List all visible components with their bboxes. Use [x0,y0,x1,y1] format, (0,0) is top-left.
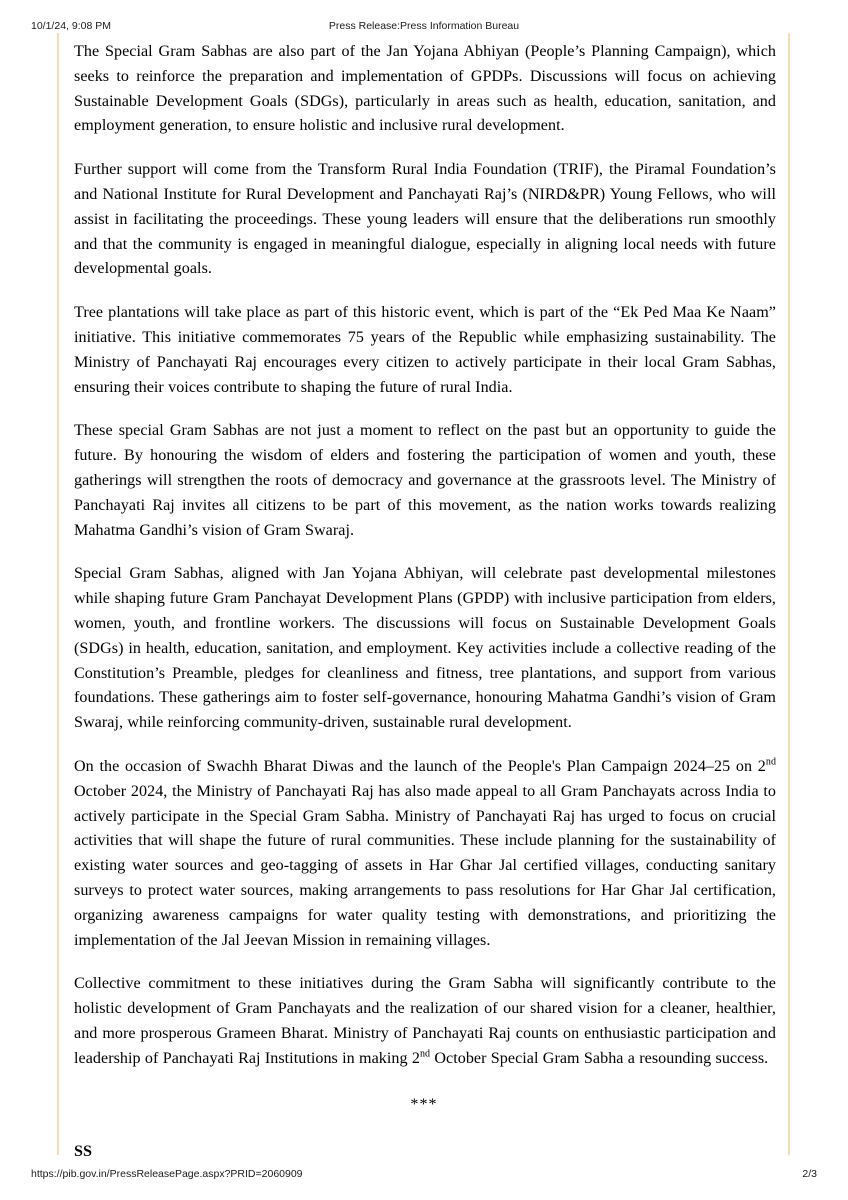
paragraph-text-part: On the occasion of Swachh Bharat Diwas and the launch of the People's Plan Campaign 2024–25 on 2 [74,757,766,775]
section-separator: *** [410,1096,438,1114]
page-rule-left [57,33,59,1155]
ordinal-suffix: nd [765,756,776,768]
document-signoff: SS [74,1143,92,1161]
print-footer-url: https://pib.gov.in/PressReleasePage.aspx?PRID=2060909 [31,1168,303,1180]
paragraph-text-part: October 2024, the Ministry of Panchayati Raj has also made appeal to all Gram Panchayats across India to actively participate in the Special Gram Sabha. Ministry of Panchayati Raj has urged to focus on crucial activities that will shape the future of rural communities. These include planning for the sustainability of existing water sources and geo-tagging of assets in Har Ghar Jal certified villages, conducting sanitary surveys to protect water sources, making arrangements to pass resolutions for Har Ghar Jal certification, organizing awareness campaigns for water quality testing with demonstrations, and prioritizing the implementation of the Jal Jeevan Mission in remaining villages. [74,782,776,949]
paragraph: These special Gram Sabhas are not just a moment to reflect on the past but an opportunity to guide the future. By honouring the wisdom of elders and fostering the participation of women and youth, these gatherings will strengthen the roots of democracy and governance at the grassroots level. The Ministry of Panchayati Raj invites all citizens to be part of this movement, as the nation works towards realizing Mahatma Gandhi’s vision of Gram Swaraj. [74,422,776,539]
print-footer-page-number: 2/3 [802,1168,817,1180]
paragraph [74,755,776,953]
document-body [74,40,776,1165]
paragraph-text-part: Collective commitment to these initiatives during the Gram Sabha will significantly contribute to the holistic development of Gram Panchayats and the realization of our shared vision for a cleaner, healthier, and more prosperous Grameen Bharat. Ministry of Panchayati Raj counts on enthusiastic participation and leadership of Panchayati Raj Institutions in making 2 [74,975,776,1067]
paragraph: The Special Gram Sabhas are also part of the Jan Yojana Abhiyan (People’s Planning Campaign), which seeks to reinforce the preparation and implementation of GPDPs. Discussions will focus on achieving Sustainable Development Goals (SDGs), particularly in areas such as health, education, sanitation, and employment generation, to ensure holistic and inclusive rural development. [74,43,776,135]
paragraph [74,972,776,1071]
print-header [0,18,848,34]
paragraph: Special Gram Sabhas, aligned with Jan Yojana Abhiyan, will celebrate past developmental milestones while shaping future Gram Panchayat Development Plans (GPDP) with inclusive participation from elders, women, youth, and frontline workers. The discussions will focus on Sustainable Development Goals (SDGs) in health, education, sanitation, and employment. Key activities include a collective reading of the Constitution’s Preamble, pledges for cleanliness and fitness, tree plantations, and support from various foundations. These gatherings aim to foster self-governance, honouring Mahatma Gandhi’s vision of Gram Swaraj, while reinforcing community-driven, sustainable rural development. [74,565,776,732]
page-rule-right [788,33,790,1155]
paragraph-text-part: October Special Gram Sabha a resounding success. [430,1049,769,1067]
paragraph: Tree plantations will take place as part of this historic event, which is part of the “Ek Ped Maa Ke Naam” initiative. This initiative commemorates 75 years of the Republic while emphasizing sustainability. The Ministry of Panchayati Raj encourages every citizen to actively participate in their local Gram Sabhas, ensuring their voices contribute to shaping the future of rural India. [74,304,776,396]
print-header-timestamp: 10/1/24, 9:08 PM [31,20,111,32]
print-header-title: Press Release:Press Information Bureau [328,20,520,32]
print-footer [0,1166,848,1182]
ordinal-suffix: nd [419,1048,431,1060]
paragraph: Further support will come from the Transform Rural India Foundation (TRIF), the Piramal Foundation’s and National Institute for Rural Development and Panchayati Raj’s (NIRD&PR) Young Fellows, who will assist in facilitating the proceedings. These young leaders will ensure that the deliberations run smoothly and that the community is engaged in meaningful dialogue, especially in aligning local needs with future developmental goals. [74,161,776,278]
